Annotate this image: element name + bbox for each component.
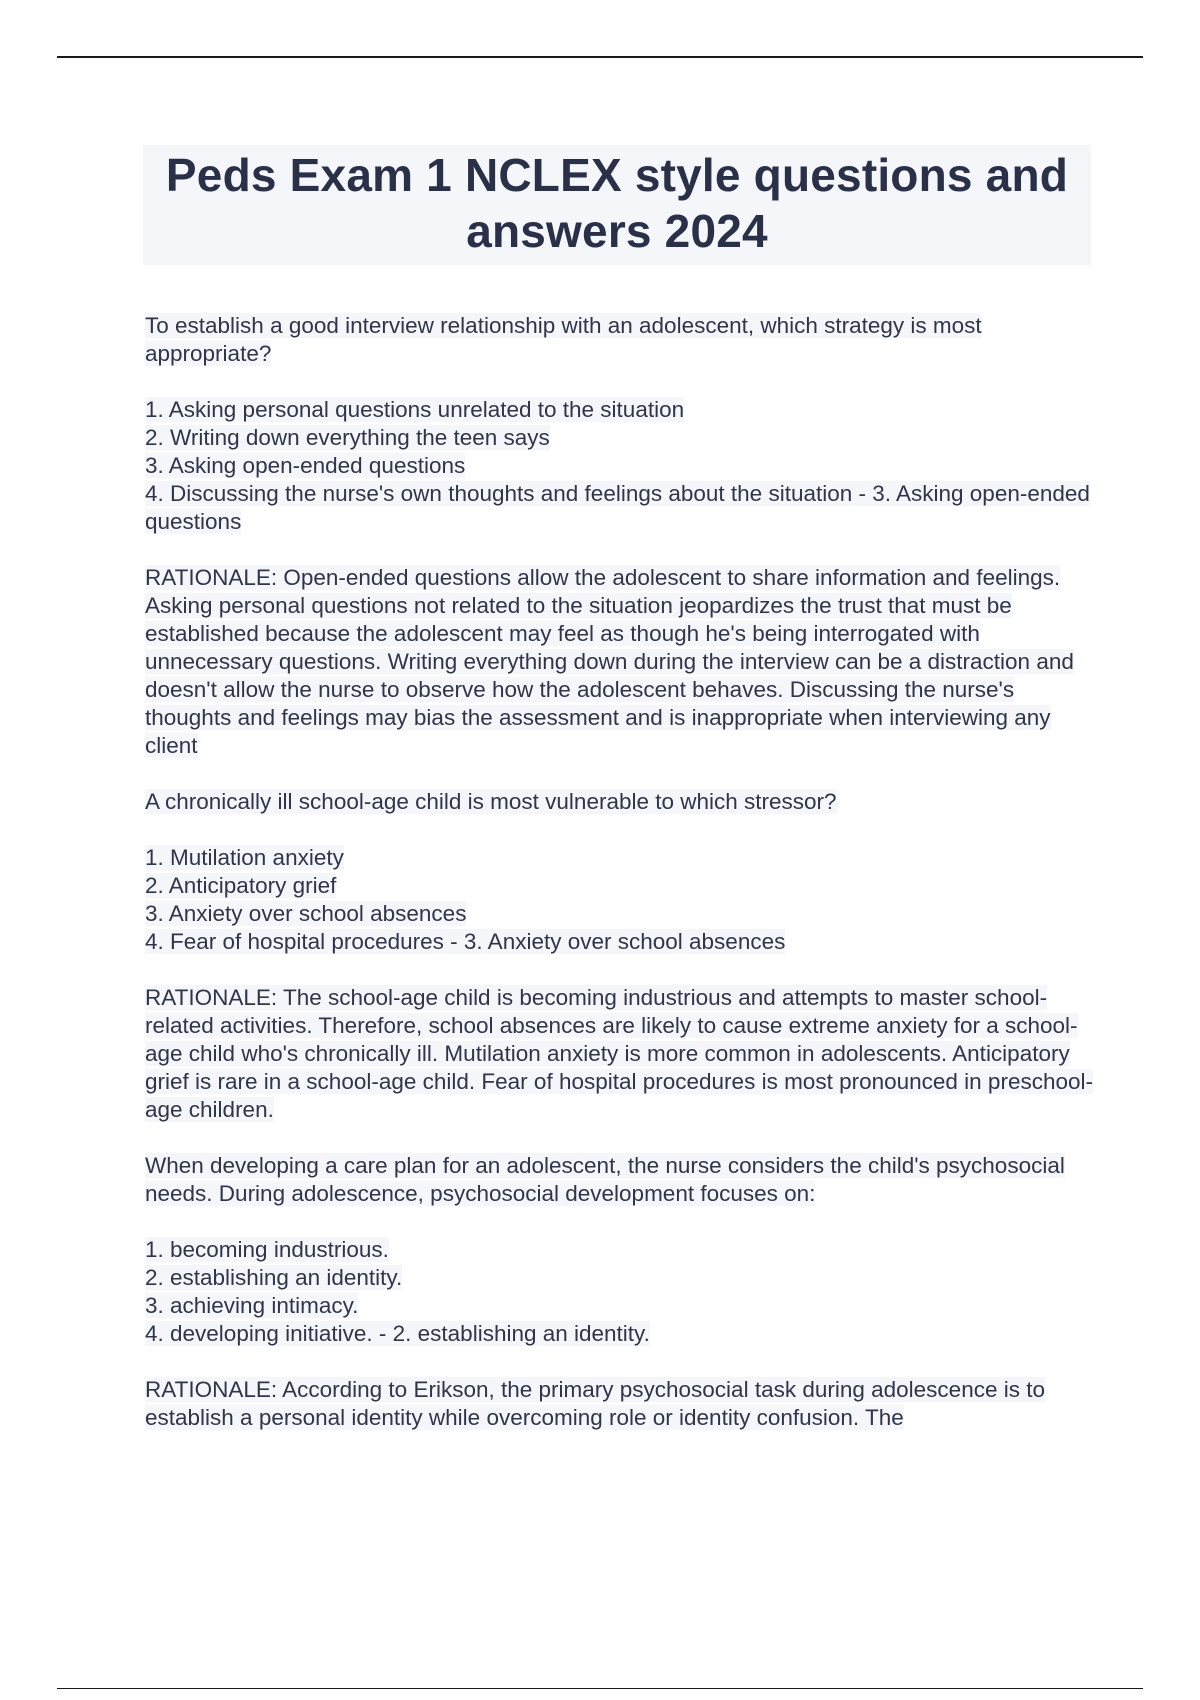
page-title: Peds Exam 1 NCLEX style questions and answers 2024 bbox=[165, 149, 1069, 257]
answer-options bbox=[145, 844, 1095, 956]
answer-option: 2. establishing an identity. bbox=[145, 1265, 403, 1290]
answer-option: 3. Anxiety over school absences bbox=[145, 901, 467, 926]
answer-options bbox=[145, 1236, 1095, 1348]
answer-option: 4. Fear of hospital procedures - 3. Anxiety over school absences bbox=[145, 929, 786, 954]
rationale-text: RATIONALE: According to Erikson, the primary psychosocial task during adolescence is to establish a personal identity while overcoming role or identity confusion. The bbox=[145, 1377, 1045, 1430]
question-text: A chronically ill school-age child is most vulnerable to which stressor? bbox=[145, 789, 837, 814]
rationale-text: RATIONALE: The school-age child is becoming industrious and attempts to master school-related activities. Therefore, school absences are likely to cause extreme anxiety for a school-age child who's chronically ill. Mutilation anxiety is more common in adolescents. Anticipatory grief is rare in a school-age child. Fear of hospital procedures is most pronounced in preschool-age children. bbox=[145, 985, 1093, 1122]
answer-option: 4. Discussing the nurse's own thoughts and feelings about the situation - 3. Asking open-ended questions bbox=[145, 481, 1090, 534]
question-block bbox=[145, 1152, 1095, 1432]
top-rule bbox=[57, 56, 1143, 58]
question-block bbox=[145, 788, 1095, 1124]
answer-options bbox=[145, 396, 1095, 536]
document-body bbox=[145, 312, 1095, 1460]
answer-option: 4. developing initiative. - 2. establishing an identity. bbox=[145, 1321, 650, 1346]
answer-option: 2. Anticipatory grief bbox=[145, 873, 337, 898]
answer-option: 2. Writing down everything the teen says bbox=[145, 425, 550, 450]
answer-option: 1. Asking personal questions unrelated to the situation bbox=[145, 397, 685, 422]
title-block bbox=[143, 145, 1091, 265]
rationale-text: RATIONALE: Open-ended questions allow the adolescent to share information and feelings. Asking personal questions not related to the situation jeopardizes the trust that must be established because the adolescent may feel as though he's being interrogated with unnecessary questions. Writing everything down during the interview can be a distraction and doesn't allow the nurse to observe how the adolescent behaves. Discussing the nurse's thoughts and feelings may bias the assessment and is inappropriate when interviewing any client bbox=[145, 565, 1074, 758]
answer-option: 3. achieving intimacy. bbox=[145, 1293, 359, 1318]
question-block bbox=[145, 312, 1095, 760]
question-text: To establish a good interview relationship with an adolescent, which strategy is most appropriate? bbox=[145, 313, 982, 366]
question-text: When developing a care plan for an adolescent, the nurse considers the child's psychosocial needs. During adolescence, psychosocial development focuses on: bbox=[145, 1153, 1065, 1206]
bottom-rule bbox=[57, 1688, 1143, 1689]
answer-option: 1. becoming industrious. bbox=[145, 1237, 389, 1262]
answer-option: 3. Asking open-ended questions bbox=[145, 453, 466, 478]
answer-option: 1. Mutilation anxiety bbox=[145, 845, 344, 870]
